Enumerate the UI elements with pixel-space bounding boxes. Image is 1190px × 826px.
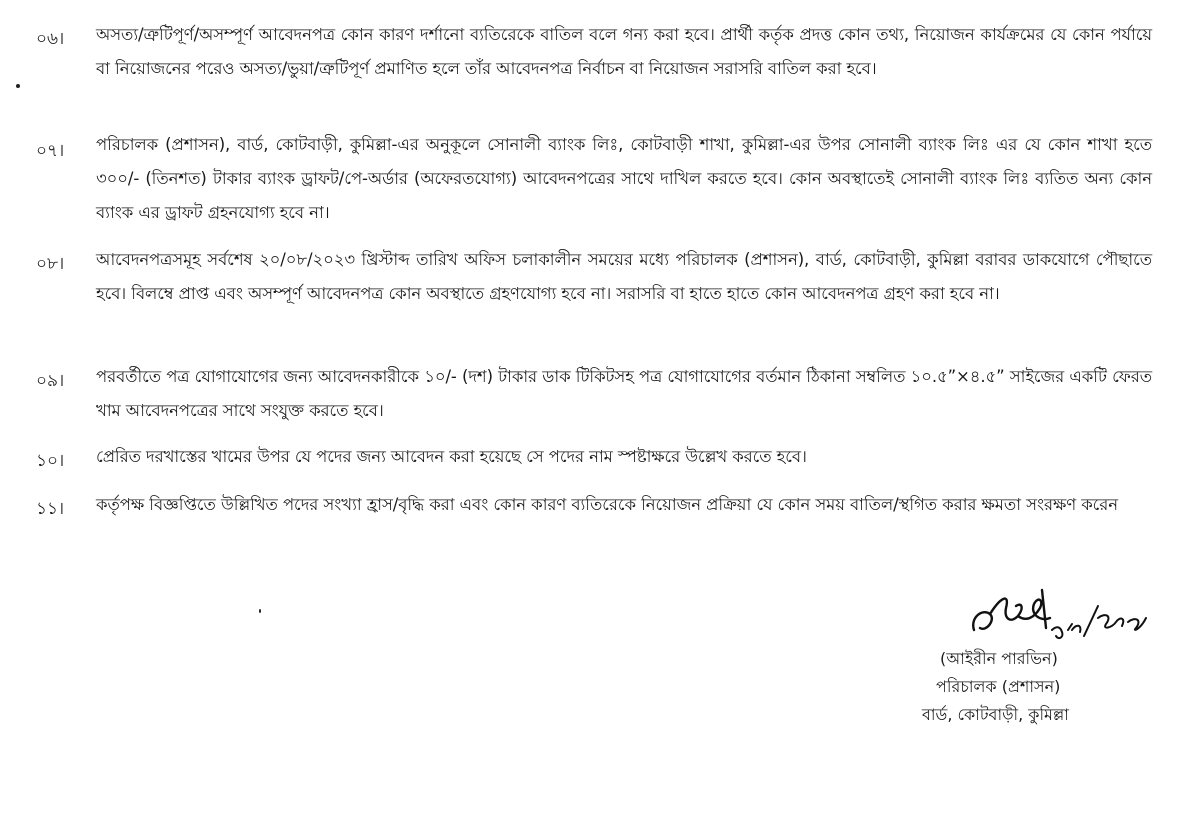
- clause-text: পরবর্তীতে পত্র যোগাযোগের জন্য আবেদনকারীকে ১০/- (দশ) টাকার ডাক টিকিটসহ পত্র যোগাযোগের বর্তমান ঠিকানা সম্বলিত ১০.৫”×৪.৫” সাইজের একটি ফেরত খাম আবেদনপত্রের সাথে সংযুক্ত করতে হবে।: [96, 367, 1152, 420]
- signatory-designation: পরিচালক (প্রশাসন): [936, 677, 1061, 696]
- clause-number: ০৮।: [36, 254, 65, 274]
- signatory-name: (আইরীন পারভিন): [940, 649, 1058, 668]
- clause-number: ১০।: [36, 451, 65, 471]
- clause-text: আবেদনপত্রসমূহ সর্বশেষ ২০/০৮/২০২৩ খ্রিস্টাব্দ তারিখ অফিস চলাকালীন সময়ের মধ্যে পরিচালক (প্রশাসন), বার্ড, কোটবাড়ী, কুমিল্লা বরাবর ডাকযোগে পৌছাতে হবে। বিলম্বে প্রাপ্ত এবং অসম্পূর্ণ আবেদনপত্র কোন অবস্থাতে গ্রহণযোগ্য হবে না। সরাসরি বা হাতে হাতে কোন আবেদনপত্র গ্রহণ করা হবে না।: [96, 250, 1152, 303]
- clause-number: ০৭।: [36, 141, 65, 161]
- clause-text: কর্তৃপক্ষ বিজ্ঞপ্তিতে উল্লিখিত পদের সংখ্যা হ্রাস/বৃদ্ধি করা এবং কোন কারণ ব্যতিরেকে নিয়োজন প্রক্রিয়া যে কোন সময় বাতিল/স্থগিত করার ক্ষমতা সংরক্ষণ করেন: [96, 495, 1119, 514]
- clause-text: পরিচালক (প্রশাসন), বার্ড, কোটবাড়ী, কুমিল্লা-এর অনুকূলে সোনালী ব্যাংক লিঃ, কোটবাড়ী শাখা, কুমিল্লা-এর উপর সোনালী ব্যাংক লিঃ এর যে কোন শাখা হতে ৩০০/- (তিনশত) টাকার ব্যাংক ড্রাফট/পে-অর্ডার (অফেরতযোগ্য) আবেদনপত্রের সাথে দাখিল করতে হবে। কোন অবস্থাতেই সোনালী ব্যাংক লিঃ ব্যতিত অন্য কোন ব্যাংক এর ড্রাফট গ্রহনযোগ্য হবে না।: [96, 135, 1152, 222]
- handwritten-signature: [960, 578, 1160, 652]
- scan-speck: [259, 609, 261, 613]
- clause-text: প্রেরিত দরখাস্তের খামের উপর যে পদের জন্য আবেদন করা হয়েছে সে পদের নাম স্পষ্টাক্ষরে উল্লেখ করতে হবে।: [96, 447, 807, 466]
- clause-number: ০৬।: [36, 29, 65, 49]
- signature-block: [900, 578, 1160, 728]
- clause-number: ১১।: [36, 499, 65, 519]
- signatory-office: বার্ড, কোটবাড়ী, কুমিল্লা: [922, 705, 1069, 724]
- clause-text: অসত্য/ত্রুটিপূর্ণ/অসম্পূর্ণ আবেদনপত্র কোন কারণ দর্শানো ব্যতিরেকে বাতিল বলে গন্য করা হবে। প্রার্থী কর্তৃক প্রদত্ত কোন তথ্য, নিয়োজন কার্যক্রমের যে কোন পর্যায়ে বা নিয়োজনের পরেও অসত্য/ভুয়া/ত্রুটিপূর্ণ প্রমাণিত হলে তাঁর আবেদনপত্র নির্বাচন বা নিয়োজন সরাসরি বাতিল করা হবে।: [96, 25, 1152, 78]
- clause-number: ০৯।: [36, 371, 65, 391]
- scan-speck: [16, 84, 20, 88]
